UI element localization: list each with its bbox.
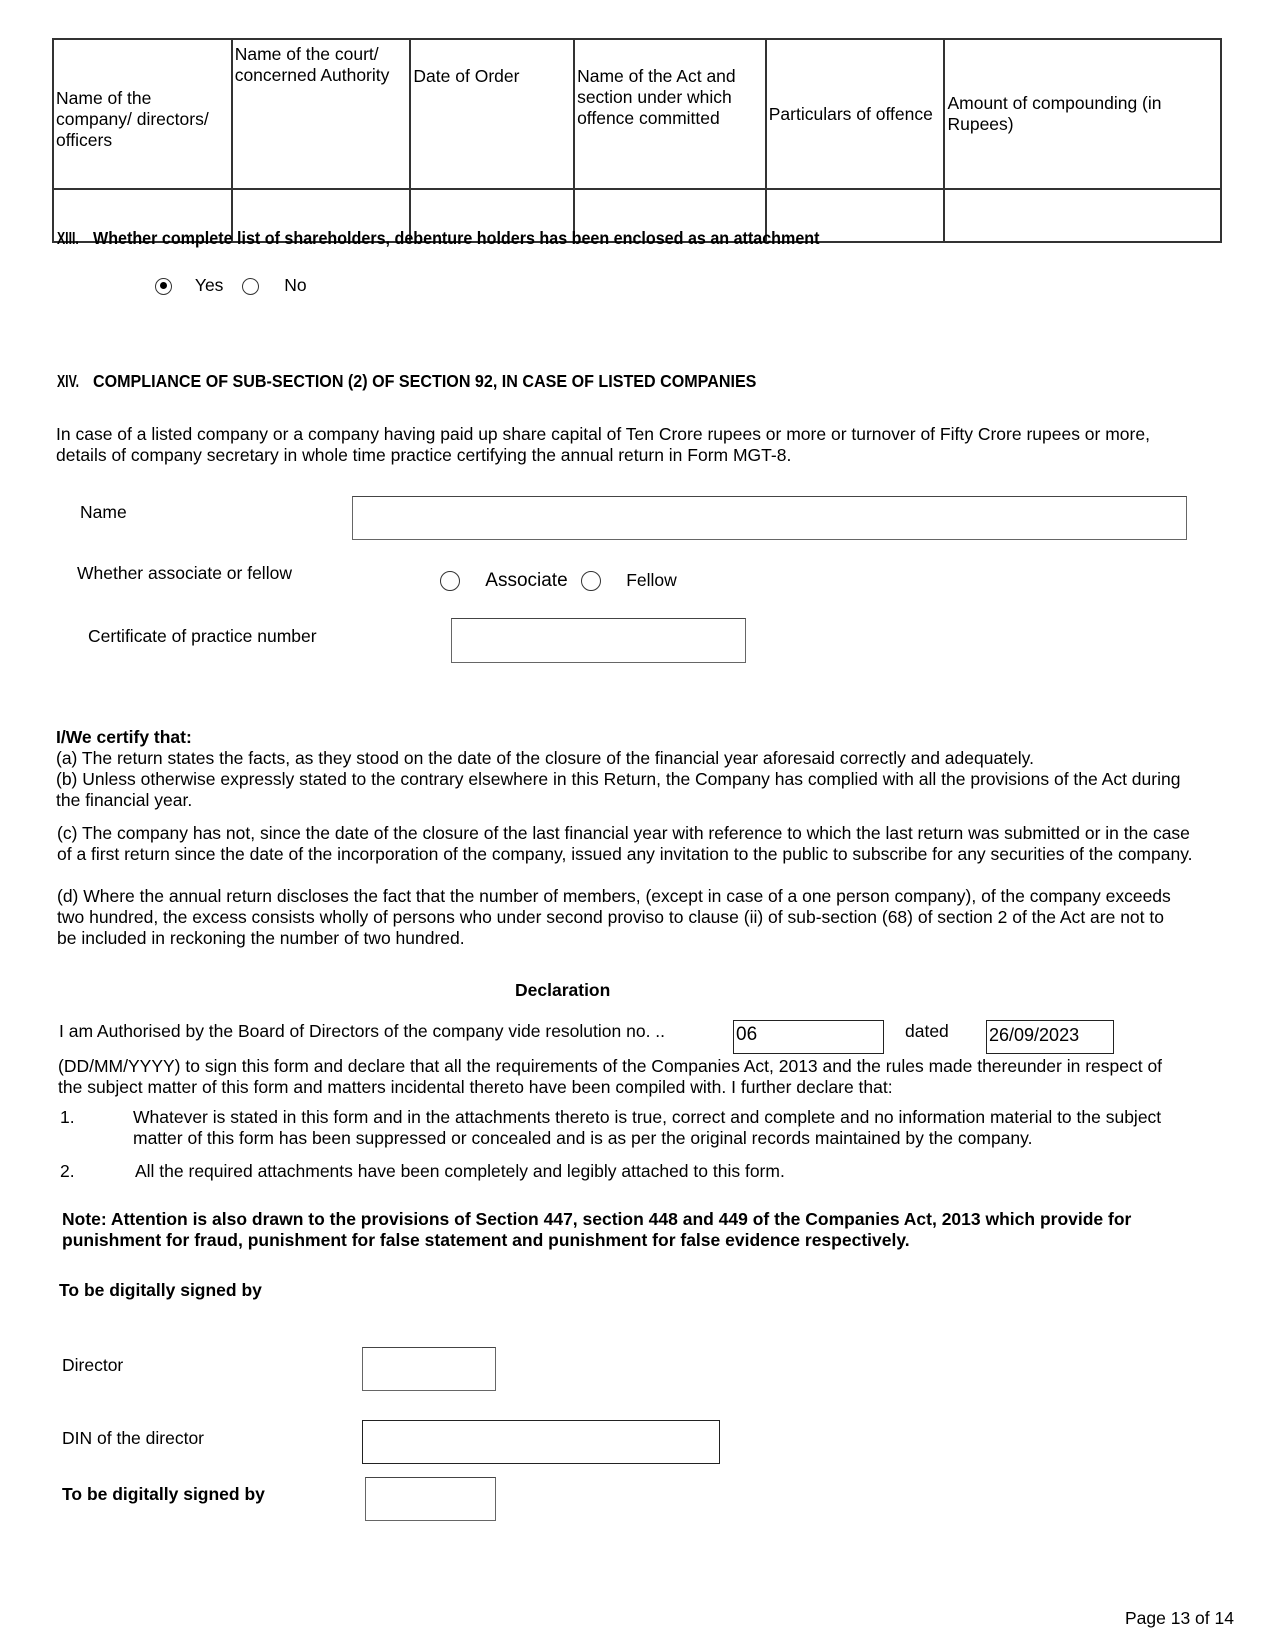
table-header-row <box>53 39 1221 189</box>
dated-label: dated <box>905 1021 949 1041</box>
declaration-continuation: (DD/MM/YYYY) to sign this form and declare that all the requirements of the Companies Act, 2013 and the rules made thereunder in respect of the subject matter of this form and matters incidental thereto have been compiled with. I further declare that: <box>58 1056 1163 1097</box>
declaration-point-text: Whatever is stated in this form and in the attachments thereto is true, correct and complete and no information material to the subject matter of this form has been suppressed or concealed and is as per the original records maintained by the company. <box>133 1107 1162 1148</box>
column-header: Date of Order <box>410 39 574 189</box>
name-input[interactable] <box>352 496 1187 540</box>
certify-item-d: (d) Where the annual return discloses the fact that the number of members, (except in case of a one person company), of the company exceeds two hundred, the excess consists wholly of persons who under second proviso to clause (ii) of sub-section (68) of section 2 of the Act are not to be included in reckoning the number of two hundred. <box>57 886 1171 948</box>
certify-heading: I/We certify that: <box>56 727 192 747</box>
membership-label: Whether associate or fellow <box>77 563 292 583</box>
cop-label: Certificate of practice number <box>88 626 317 646</box>
second-signing-heading: To be digitally signed by <box>62 1484 265 1504</box>
section-xiii-heading <box>57 228 883 249</box>
declaration-point-number: 2. <box>60 1161 75 1181</box>
resolution-number-input[interactable]: 06 <box>733 1020 884 1054</box>
authorised-text: I am Authorised by the Board of Directors of the company vide resolution no. .. <box>59 1021 666 1041</box>
page-number: Page 13 of 14 <box>1125 1608 1234 1628</box>
table-cell[interactable] <box>944 189 1221 242</box>
section-xiv-description: In case of a listed company or a company having paid up share capital of Ten Crore rupees or more or turnover of Fifty Crore rupees or more, details of company secretary in whole time practice certifying the annual return in Form MGT-8. <box>56 424 1150 465</box>
signing-heading: To be digitally signed by <box>59 1280 262 1300</box>
membership-radio-group <box>440 570 677 592</box>
offences-table <box>52 38 1222 243</box>
column-header: Particulars of offence <box>766 39 945 189</box>
radio-fellow-label: Fellow <box>626 570 677 590</box>
radio-associate-label: Associate <box>485 570 568 591</box>
radio-associate[interactable] <box>440 571 460 591</box>
director-signature-box[interactable] <box>362 1347 496 1391</box>
column-header: Name of the Act and section under which offence committed <box>574 39 766 189</box>
radio-no[interactable] <box>242 278 259 295</box>
section-title: COMPLIANCE OF SUB-SECTION (2) OF SECTION 92, IN CASE OF LISTED COMPANIES <box>93 371 757 391</box>
din-input[interactable] <box>362 1420 720 1464</box>
certify-item-b: (b) Unless otherwise expressly stated to the contrary elsewhere in this Return, the Company has complied with all the provisions of the Act during the financial year. <box>56 769 1181 810</box>
column-header: Amount of compounding (in Rupees) <box>944 39 1221 189</box>
declaration-point-number: 1. <box>60 1107 75 1127</box>
section-number: XIV. <box>57 371 80 391</box>
cop-number-input[interactable] <box>451 618 746 663</box>
attachment-radio-group <box>155 275 307 296</box>
certify-item-c: (c) The company has not, since the date of the closure of the last financial year with reference to which the last return was submitted or in the case of a first return since the date of the incorporation of the company, issued any invitation to the public to subscribe for any securities of the company. <box>57 823 1193 864</box>
second-signature-box[interactable] <box>365 1477 496 1521</box>
certify-item-a: (a) The return states the facts, as they stood on the date of the closure of the financial year aforesaid correctly and adequately. <box>56 748 1034 768</box>
column-header: Name of the company/ directors/ officers <box>53 39 232 189</box>
radio-no-label: No <box>284 275 307 295</box>
radio-yes[interactable] <box>155 278 172 295</box>
name-label: Name <box>80 502 127 522</box>
director-label: Director <box>62 1355 124 1375</box>
legal-note: Note: Attention is also drawn to the provisions of Section 447, section 448 and 449 of the Companies Act, 2013 which provide for punishment for fraud, punishment for false statement and punishment for false evidence respectively. <box>62 1209 1132 1250</box>
din-label: DIN of the director <box>62 1428 204 1448</box>
section-title: Whether complete list of shareholders, debenture holders has been enclosed as an attachment <box>93 228 820 248</box>
radio-fellow[interactable] <box>581 571 601 591</box>
radio-yes-label: Yes <box>194 275 224 295</box>
section-xiv-heading <box>57 371 814 392</box>
section-number: XIII. <box>57 228 79 248</box>
declaration-heading: Declaration <box>515 980 611 1000</box>
declaration-point-text: All the required attachments have been completely and legibly attached to this form. <box>135 1161 785 1181</box>
column-header: Name of the court/ concerned Authority <box>232 39 411 189</box>
resolution-date-input[interactable]: 26/09/2023 <box>986 1020 1114 1054</box>
